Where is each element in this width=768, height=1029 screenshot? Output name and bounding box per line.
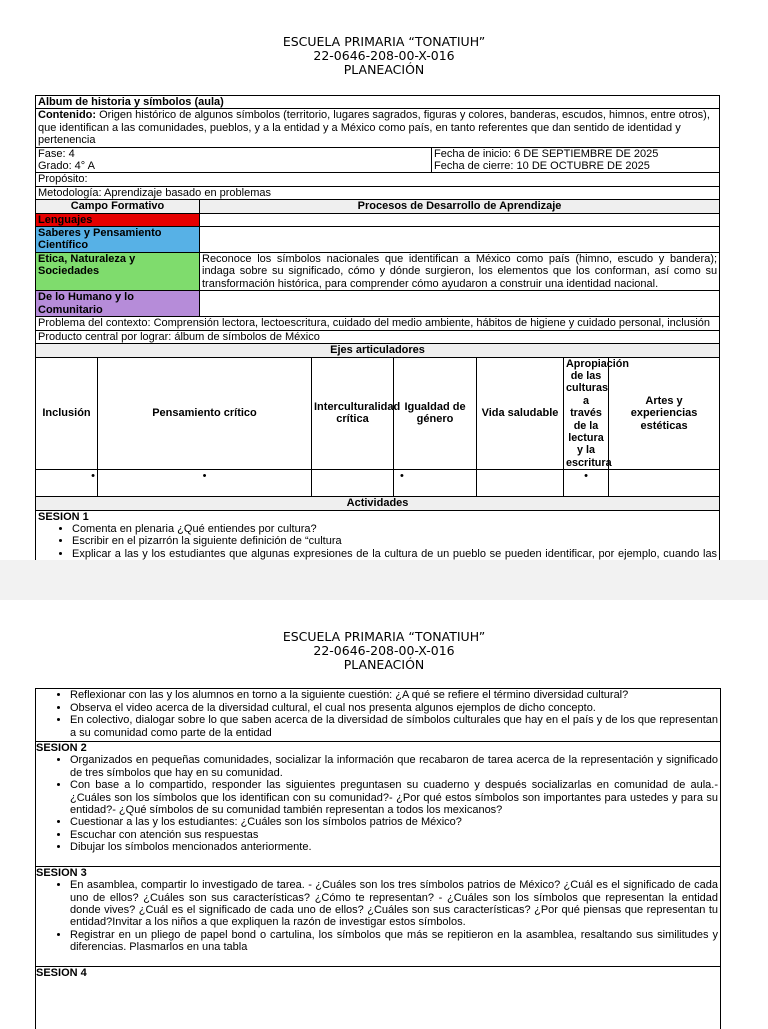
eje-header: Inclusión	[36, 357, 98, 470]
list-item: • Comenta en plenaria ¿Qué entiendes por cultura?	[72, 523, 717, 535]
session-3-title: SESION 3	[36, 866, 87, 879]
central-product: Producto central por lograr: álbum de símbolos de México	[36, 330, 720, 343]
list-item: • En colectivo, dialogar sobre lo que saben acerca de la diversidad de símbolos culturales que hay en el país y de los que representan a su comunidad como parte de la entidad	[70, 714, 718, 739]
eje-mark: •	[394, 470, 477, 497]
context-problem: Problema del contexto: Comprensión lectora, lectoescritura, cuidado del medio ambiente, hábitos de higiene y cuidado personal, inclusión	[36, 317, 720, 330]
document-type: PLANEACIÓN	[343, 62, 425, 77]
project-title: Album de historia y símbolos (aula)	[36, 96, 720, 109]
session-3-list	[36, 879, 718, 953]
eje-mark: •	[584, 470, 588, 483]
list-item: • En asamblea, compartir lo investigado de tarea. - ¿Cuáles son los tres símbolos patrios de México? ¿Cuál es el significado de cada uno de ellos? ¿Cuáles son sus características? ¿Cómo te representan? - ¿Cuáles son los símbolos que representan la entidad donde vives? ¿Cuál es el significado de cada uno de ellos? ¿Cuáles son sus características? ¿Por qué piensas que representan tu entidad?Invitar a los niños a que expliquen la razón de investigar estos símbolos.	[70, 879, 718, 929]
page-2	[0, 600, 768, 1024]
eje-header: Igualdad de género	[394, 357, 477, 470]
pda-etica: Reconoce los símbolos nacionales que identifican a México como país (himno, escudo y bandera); indaga sobre su significado, cómo y dónde surgieron, los elementos que los conforman, así como su transformación histórica, para comprender cómo ayudaron a construir una identidad nacional.	[200, 253, 720, 291]
ejes-title: Ejes articuladores	[36, 344, 720, 357]
activities-continued	[35, 688, 721, 1029]
session-4	[36, 967, 720, 981]
phase: Fase: 4	[38, 147, 75, 160]
eje-header: Artes y experiencias estéticas	[609, 357, 720, 470]
session-4-title: SESION 4	[36, 966, 87, 979]
list-item: • Registrar en un pliego de papel bond o cartulina, los símbolos que más se repitieron en la asamblea, resaltando sus similitudes y diferencias. Plasmarlos en una tabla	[70, 929, 718, 954]
eje-split-table	[477, 357, 629, 470]
eje-header: Interculturalidad crítica	[312, 357, 394, 470]
purpose: Propósito:	[36, 173, 720, 186]
campo-saberes: Saberes y Pensamiento Científico	[36, 227, 200, 253]
pda-humano	[200, 291, 720, 317]
eje-mark-split-table	[477, 470, 608, 496]
eje-header-split	[477, 357, 629, 470]
activities-title: Actividades	[36, 497, 720, 510]
grade: Grado: 4° A	[38, 160, 95, 173]
phase-grade-cell	[36, 147, 432, 173]
session-1-title: SESION 1	[38, 510, 89, 523]
eje-mark-split	[477, 470, 609, 497]
planning-table	[35, 95, 720, 574]
content-text: Origen histórico de algunos símbolos (territorio, lugares sagrados, figuras y colores, banderas, escudos, himnos, entre otros), que identifican a las comunidades, pueblos, y a la entidad y a México como país, en tanto referentes que dan sentido de identidad y pertenencia	[38, 109, 710, 147]
pda-saberes	[200, 227, 720, 253]
school-name: ESCUELA PRIMARIA “TONATIUH”	[282, 629, 486, 644]
session-3	[36, 867, 720, 967]
list-item: • Organizados en pequeñas comunidades, socializar la información que recabaron de tarea acerca de la representación y significado de tres símbolos que hay en su comunidad.	[70, 754, 718, 779]
end-date: Fecha de cierre: 10 DE OCTUBRE DE 2025	[434, 160, 650, 173]
eje-mark: •	[98, 470, 312, 497]
start-date: Fecha de inicio: 6 DE SEPTIEMBRE DE 2025	[434, 147, 659, 160]
list-item: • Escribir en el pizarrón la siguiente definición de “cultura	[72, 535, 717, 547]
school-code: 22-0646-208-00-X-016	[313, 48, 455, 63]
eje-header: Apropiación de las culturas a través de la lectura y la escritura	[566, 357, 629, 469]
list-item: • Reflexionar con las y los alumnos en torno a la siguiente cuestión: ¿A qué se refiere el término diversidad cultural?	[70, 689, 718, 701]
document-header	[0, 35, 768, 77]
document-header	[0, 630, 768, 672]
eje-mark: •	[36, 470, 98, 497]
content-label: Contenido:	[38, 109, 97, 122]
eje-mark	[477, 470, 564, 496]
session-2	[36, 742, 720, 867]
document-type: PLANEACIÓN	[343, 657, 425, 672]
session-2-list	[36, 754, 718, 853]
dates-cell	[432, 147, 720, 173]
content-cell	[36, 109, 720, 147]
list-item: • Explicar a las y los estudiantes que algunas expresiones de la cultura de un pueblo se pueden identificar, por ejemplo, cuando las	[72, 548, 717, 573]
session-1-continued	[36, 677, 720, 742]
list-item: • Escuchar con atención sus respuestas	[70, 829, 718, 841]
page-gap	[0, 560, 768, 600]
campo-humano: De lo Humano y lo Comunitario	[36, 291, 200, 317]
school-code: 22-0646-208-00-X-016	[313, 643, 455, 658]
campo-formativo-header: Campo Formativo	[36, 200, 200, 213]
eje-mark	[312, 470, 394, 497]
methodology: Metodología: Aprendizaje basado en problemas	[36, 186, 720, 199]
list-item: • Con base a lo compartido, responder las siguientes preguntasen su cuaderno y después socializarlas en comunidad de aula.- ¿Cuáles son los símbolos que los identifican con su comunidad?- ¿Por qué estos símbolos son importantes para ustedes y para su entidad?- ¿Qué símbolos de su comunidad también representan a todos los mexicanos?	[70, 779, 718, 816]
pda-lenguajes	[200, 213, 720, 226]
campo-etica: Etica, Naturaleza y Sociedades	[36, 253, 200, 291]
session-1-continued-list	[36, 677, 718, 739]
list-item: • Dibujar los símbolos mencionados anteriormente.	[70, 841, 718, 853]
list-item: • Cuestionar a las y los estudiantes: ¿Cuáles son los símbolos patrios de México?	[70, 816, 718, 828]
school-name: ESCUELA PRIMARIA “TONATIUH”	[282, 34, 486, 49]
list-item: • Observa el video acerca de la diversidad cultural, el cual nos presenta algunos ejemplos de dicho concepto.	[70, 702, 718, 714]
pda-header: Procesos de Desarrollo de Aprendizaje	[200, 200, 720, 213]
eje-mark	[609, 470, 720, 497]
session-2-title: SESION 2	[36, 742, 87, 755]
eje-header: Pensamiento crítico	[98, 357, 312, 470]
campo-lenguajes: Lenguajes	[36, 213, 200, 226]
eje-header: Vida saludable	[477, 358, 564, 470]
